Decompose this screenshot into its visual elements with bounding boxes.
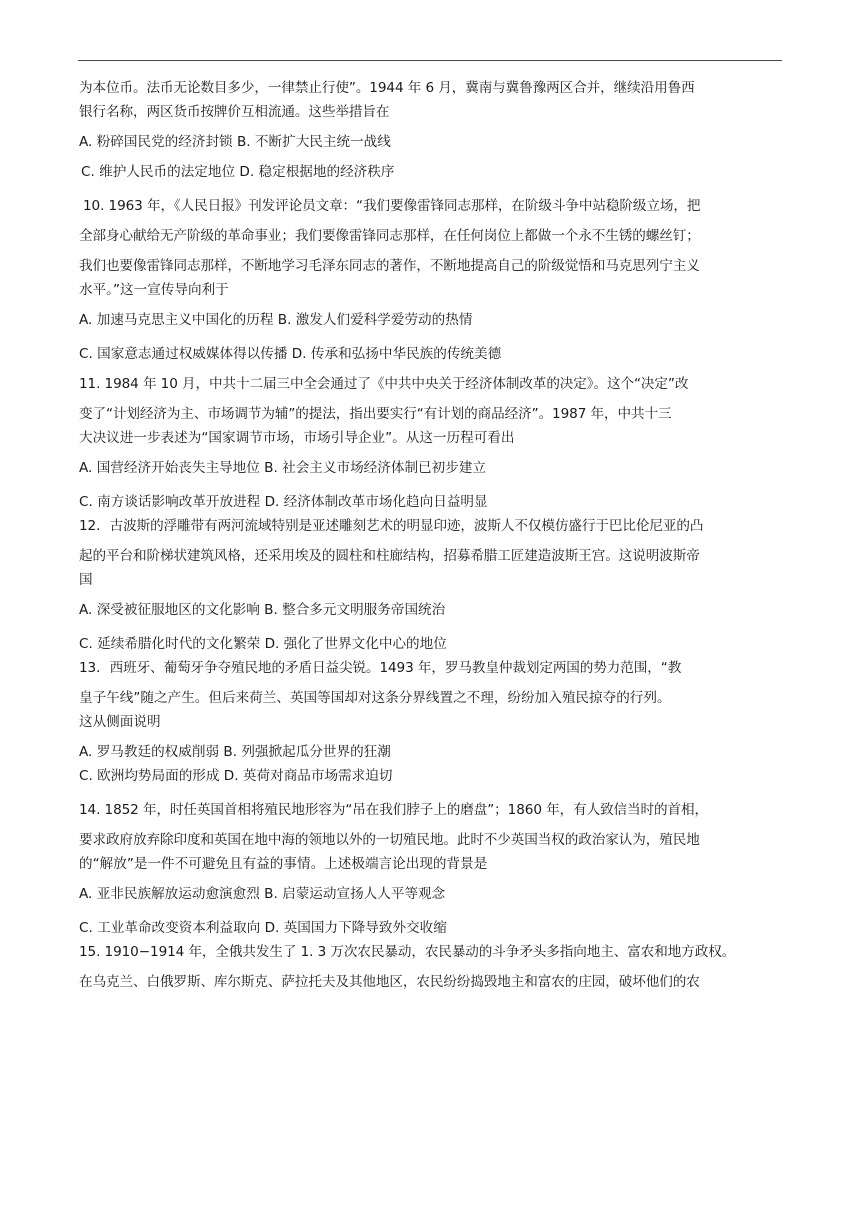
- question-stem-line: 13．西班牙、葡萄牙争夺殖民地的矛盾日益尖锐。1493 年，罗马教皇仲裁划定两国的势力范围，“教: [79, 660, 682, 676]
- question-stem-line: 起的平台和阶梯状建筑风格，还采用埃及的圆柱和柱廊结构，招募希腊工匠建造波斯王宫。这说明波斯帝: [79, 548, 700, 564]
- question-stem-line: 12．古波斯的浮雕带有两河流域特别是亚述雕刻艺术的明显印迹，波斯人不仅模仿盛行于巴比伦尼亚的凸: [79, 518, 704, 534]
- question-13-options: [79, 740, 785, 788]
- question-10-options: [79, 308, 785, 366]
- question-13: [79, 656, 785, 734]
- option-line: A. 罗马教廷的权威削弱 B. 列强掀起瓜分世界的狂潮: [79, 744, 391, 760]
- question-12: [79, 514, 785, 592]
- option-line: A. 粉碎国民党的经济封锁 B. 不断扩大民主统一战线: [79, 134, 391, 150]
- option-line: A. 加速马克思主义中国化的历程 B. 激发人们爱科学爱劳动的热情: [79, 312, 473, 328]
- question-stem-line: 在乌克兰、白俄罗斯、库尔斯克、萨拉托夫及其他地区，农民纷纷捣毁地主和富农的庄园，破坏他们的农: [79, 974, 700, 990]
- option-line: C. 国家意志通过权威媒体得以传播 D. 传承和弘扬中华民族的传统美德: [79, 346, 502, 362]
- question-stem-line: 变了“计划经济为主、市场调节为辅”的提法，指出要实行“有计划的商品经济”。1987 年，中共十三: [79, 406, 672, 422]
- question-15: [79, 940, 785, 994]
- header-rule: [78, 60, 782, 61]
- question-stem-line: 15. 1910−1914 年，全俄共发生了 1. 3 万次农民暴动，农民暴动的斗争矛头多指向地主、富农和地方政权。: [79, 944, 736, 960]
- option-line: C. 工业革命改变资本利益取向 D. 英国国力下降导致外交收缩: [79, 920, 447, 936]
- question-stem-line: 这从侧面说明: [79, 714, 161, 730]
- question-12-options: [79, 598, 785, 656]
- option-line: C. 欧洲均势局面的形成 D. 英荷对商品市场需求迫切: [79, 768, 393, 784]
- question-stem-line: 水平。”这一宣传导向利于: [79, 282, 229, 298]
- question-stem-line: 国: [79, 572, 93, 588]
- question-11: [79, 372, 785, 450]
- question-stem-line: 大决议进一步表述为“国家调节市场，市场引导企业”。从这一历程可看出: [79, 430, 515, 446]
- option-line: C. 延续希腊化时代的文化繁荣 D. 强化了世界文化中心的地位: [79, 636, 447, 652]
- option-line: A. 亚非民族解放运动愈演愈烈 B. 启蒙运动宣扬人人平等观念: [79, 886, 446, 902]
- question-9-tail: [79, 76, 785, 124]
- exam-content: [79, 76, 785, 994]
- option-line: C. 维护人民币的法定地位 D. 稳定根据地的经济秩序: [81, 164, 395, 180]
- text-line: 银行名称，两区货币按牌价互相流通。这些举措旨在: [79, 104, 390, 120]
- question-14: [79, 798, 785, 876]
- question-stem-line: 14. 1852 年，时任英国首相将殖民地形容为“吊在我们脖子上的磨盘”；1860 年，有人致信当时的首相，: [79, 802, 709, 818]
- question-11-options: [79, 456, 785, 514]
- option-line: A. 深受被征服地区的文化影响 B. 整合多元文明服务帝国统治: [79, 602, 446, 618]
- question-10: [79, 194, 785, 302]
- option-line: C. 南方谈话影响改革开放进程 D. 经济体制改革市场化趋向日益明显: [79, 494, 488, 510]
- question-stem-line: 皇子午线”随之产生。但后来荷兰、英国等国却对这条分界线置之不理，纷纷加入殖民掠夺的行列。: [79, 690, 671, 706]
- text-line: 为本位币。法币无论数目多少，一律禁止行使”。1944 年 6 月，冀南与冀鲁豫两区合并，继续沿用鲁西: [79, 80, 695, 96]
- question-stem-line: 我们也要像雷锋同志那样，不断地学习毛泽东同志的著作，不断地提高自己的阶级觉悟和马克思列宁主义: [79, 258, 700, 274]
- question-14-options: [79, 882, 785, 940]
- question-stem-line: 10. 1963 年，《人民日报》刊发评论员文章：“我们要像雷锋同志那样，在阶级斗争中站稳阶级立场，把: [83, 198, 701, 214]
- question-9-options: [79, 130, 785, 184]
- question-stem-line: 的“解放”是一件不可避免且有益的事情。上述极端言论出现的背景是: [79, 856, 488, 872]
- question-stem-line: 全部身心献给无产阶级的革命事业；我们要像雷锋同志那样，在任何岗位上都做一个永不生锈的螺丝钉；: [79, 228, 700, 244]
- question-stem-line: 11. 1984 年 10 月，中共十二届三中全会通过了《中共中央关于经济体制改革的决定》。这个“决定”改: [79, 376, 689, 392]
- option-line: A. 国营经济开始丧失主导地位 B. 社会主义市场经济体制已初步建立: [79, 460, 487, 476]
- question-stem-line: 要求政府放弃除印度和英国在地中海的领地以外的一切殖民地。此时不少英国当权的政治家认为，殖民地: [79, 832, 700, 848]
